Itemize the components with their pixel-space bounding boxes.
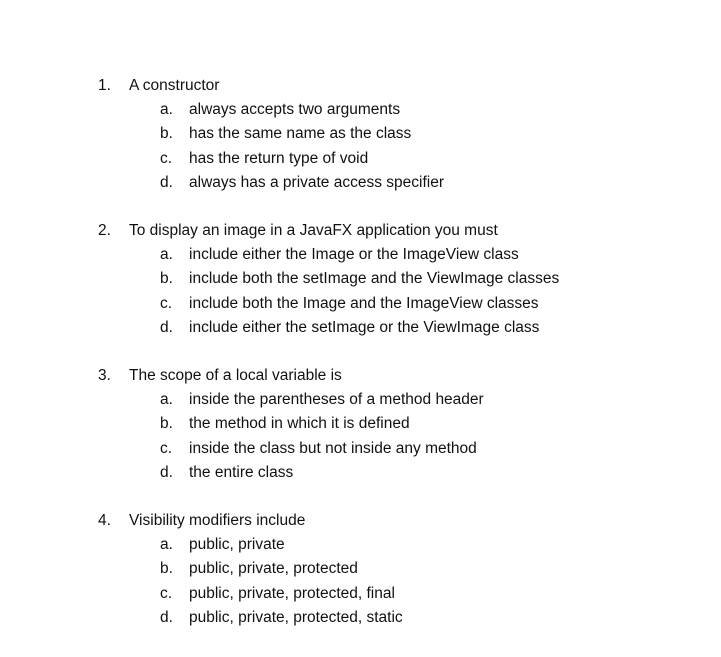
option-d: [0, 607, 721, 629]
option-c: [0, 438, 721, 460]
option-a: [0, 389, 721, 411]
option-text: public, private, protected, final: [189, 585, 395, 602]
option-letter: d.: [160, 174, 173, 191]
option-a: [0, 99, 721, 121]
option-c: [0, 293, 721, 315]
option-letter: b.: [160, 270, 173, 287]
option-letter: c.: [160, 295, 173, 312]
option-text: public, private, protected, static: [189, 609, 403, 626]
option-text: the entire class: [189, 464, 294, 481]
question-text: The scope of a local variable is: [129, 367, 342, 384]
option-text: inside the class but not inside any method: [189, 440, 477, 457]
option-text: public, private: [189, 536, 285, 553]
option-d: [0, 462, 721, 484]
option-text: always has a private access specifier: [189, 174, 445, 191]
option-letter: b.: [160, 560, 173, 577]
option-text: include both the Image and the ImageView classes: [189, 295, 539, 312]
question-text: To display an image in a JavaFX application you must: [129, 222, 498, 239]
question-number: 1.: [98, 77, 111, 94]
option-text: include both the setImage and the ViewImage classes: [189, 270, 560, 287]
question-2-stem: [0, 220, 721, 242]
option-text: has the same name as the class: [189, 125, 412, 142]
option-letter: a.: [160, 101, 173, 118]
question-3-stem: [0, 365, 721, 387]
option-letter: a.: [160, 246, 173, 263]
option-text: include either the setImage or the ViewImage class: [189, 319, 540, 336]
option-letter: c.: [160, 585, 173, 602]
option-letter: d.: [160, 319, 173, 336]
option-b: [0, 268, 721, 290]
option-letter: a.: [160, 391, 173, 408]
option-b: [0, 558, 721, 580]
option-letter: b.: [160, 415, 173, 432]
option-c: [0, 148, 721, 170]
option-d: [0, 172, 721, 194]
question-1-stem: [0, 75, 721, 97]
option-d: [0, 317, 721, 339]
question-text: A constructor: [129, 77, 220, 94]
option-text: the method in which it is defined: [189, 415, 410, 432]
question-4-stem: [0, 510, 721, 532]
option-letter: a.: [160, 536, 173, 553]
question-text: Visibility modifiers include: [129, 512, 306, 529]
option-a: [0, 244, 721, 266]
option-b: [0, 413, 721, 435]
option-text: always accepts two arguments: [189, 101, 401, 118]
option-c: [0, 583, 721, 605]
question-number: 3.: [98, 367, 111, 384]
option-letter: c.: [160, 150, 173, 167]
option-b: [0, 123, 721, 145]
option-text: public, private, protected: [189, 560, 358, 577]
option-letter: b.: [160, 125, 173, 142]
option-text: inside the parentheses of a method header: [189, 391, 484, 408]
question-number: 2.: [98, 222, 111, 239]
question-number: 4.: [98, 512, 111, 529]
option-letter: d.: [160, 464, 173, 481]
option-a: [0, 534, 721, 556]
option-letter: c.: [160, 440, 173, 457]
option-text: include either the Image or the ImageView class: [189, 246, 519, 263]
option-letter: d.: [160, 609, 173, 626]
option-text: has the return type of void: [189, 150, 369, 167]
